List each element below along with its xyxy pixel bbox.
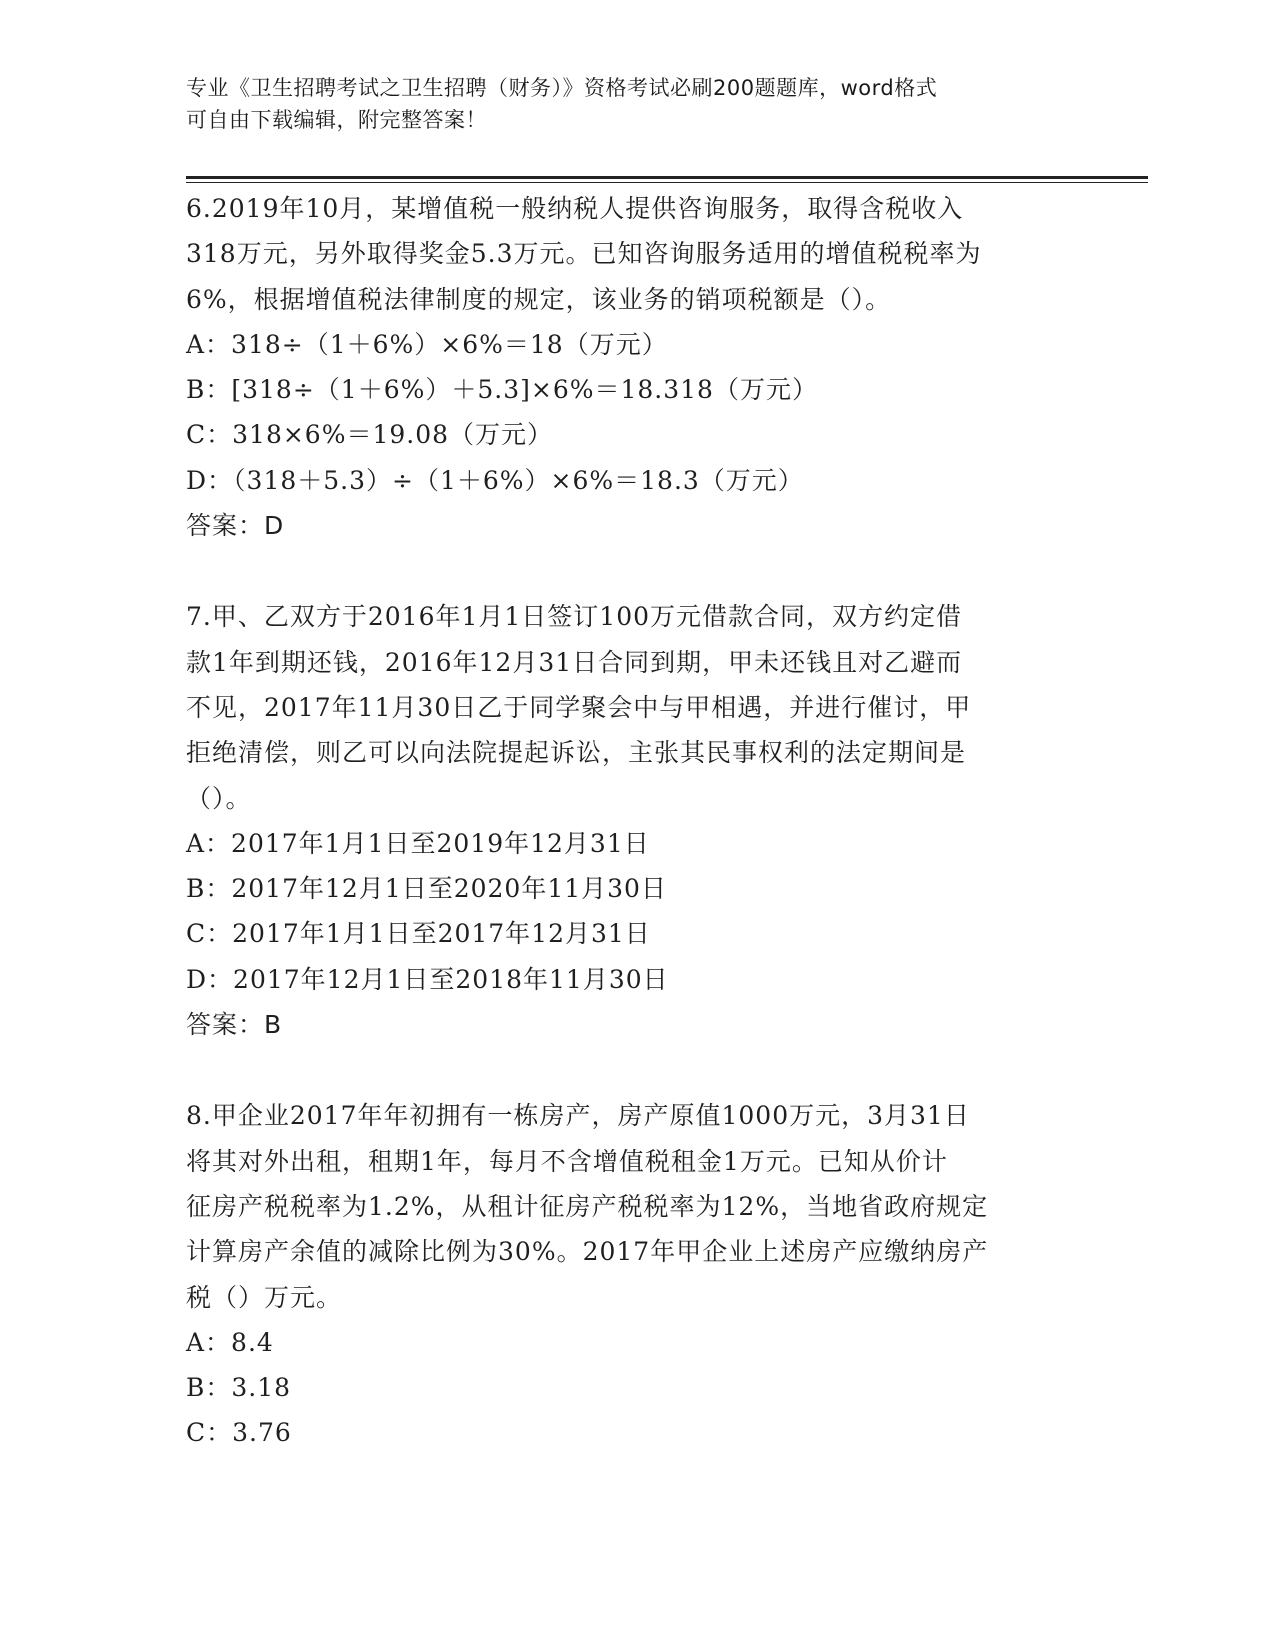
option-c: C：2017年1月1日至2017年12月31日: [186, 919, 651, 949]
question-stem-line: 6%，根据增值税法律制度的规定，该业务的销项税额是（）。: [186, 284, 892, 314]
option-d: D：2017年12月1日至2018年11月30日: [186, 964, 669, 994]
option-b: B：[318÷（1＋6%）＋5.3]×6%＝18.318（万元）: [186, 375, 818, 405]
option-c: C：3.76: [186, 1418, 292, 1448]
question-list: [186, 186, 1086, 1456]
option-b: B：2017年12月1日至2020年11月30日: [186, 874, 667, 904]
question-stem-line: 318万元，另外取得奖金5.3万元。已知咨询服务适用的增值税税率为: [186, 239, 982, 269]
header-rule-thick: [186, 176, 1148, 179]
answer-line: 答案：D: [186, 511, 285, 541]
question-stem-line: 7.甲、乙双方于2016年1月1日签订100万元借款合同，双方约定借: [186, 602, 963, 632]
question-spacer: [186, 548, 1086, 594]
question-stem-line: 拒绝清偿，则乙可以向法院提起诉讼，主张其民事权利的法定期间是: [186, 738, 967, 768]
answer-line: 答案：B: [186, 1010, 283, 1040]
question-stem-line: （）。: [186, 783, 252, 813]
question-7: [186, 594, 1086, 1047]
option-c: C：318×6%＝19.08（万元）: [186, 420, 554, 450]
question-spacer: [186, 1047, 1086, 1093]
option-a: A：2017年1月1日至2019年12月31日: [186, 828, 650, 858]
question-stem-line: 6.2019年10月，某增值税一般纳税人提供咨询服务，取得含税收入: [186, 194, 964, 223]
question-8: [186, 1093, 1086, 1455]
question-stem-line: 8.甲企业2017年年初拥有一栋房产，房产原值1000万元，3月31日: [186, 1101, 970, 1131]
option-a: A：318÷（1＋6%）×6%＝18（万元）: [186, 329, 668, 359]
header-line-2: 可自由下载编辑，附完整答案！: [186, 108, 487, 132]
question-6: [186, 186, 1086, 548]
question-stem-line: 计算房产余值的减除比例为30%。2017年甲企业上述房产应缴纳房产: [186, 1237, 989, 1267]
question-stem-line: 税（）万元。: [186, 1282, 343, 1312]
header-rule-thin: [186, 182, 1148, 183]
question-stem-line: 不见，2017年11月30日乙于同学聚会中与甲相遇，并进行催讨，甲: [186, 692, 972, 722]
question-stem-line: 征房产税税率为1.2%，从租计征房产税税率为12%，当地省政府规定: [186, 1191, 989, 1221]
option-d: D：（318＋5.3）÷（1＋6%）×6%＝18.3（万元）: [186, 465, 804, 495]
header-line-1: 专业《卫生招聘考试之卫生招聘（财务）》资格考试必刷200题题库，word格式: [186, 76, 938, 100]
option-a: A：8.4: [186, 1327, 274, 1357]
option-b: B：3.18: [186, 1373, 292, 1403]
question-stem-line: 将其对外出租，租期1年，每月不含增值税租金1万元。已知从价计: [186, 1146, 948, 1176]
document-header: [186, 72, 1066, 136]
question-stem-line: 款1年到期还钱，2016年12月31日合同到期，甲未还钱且对乙避而: [186, 647, 963, 677]
